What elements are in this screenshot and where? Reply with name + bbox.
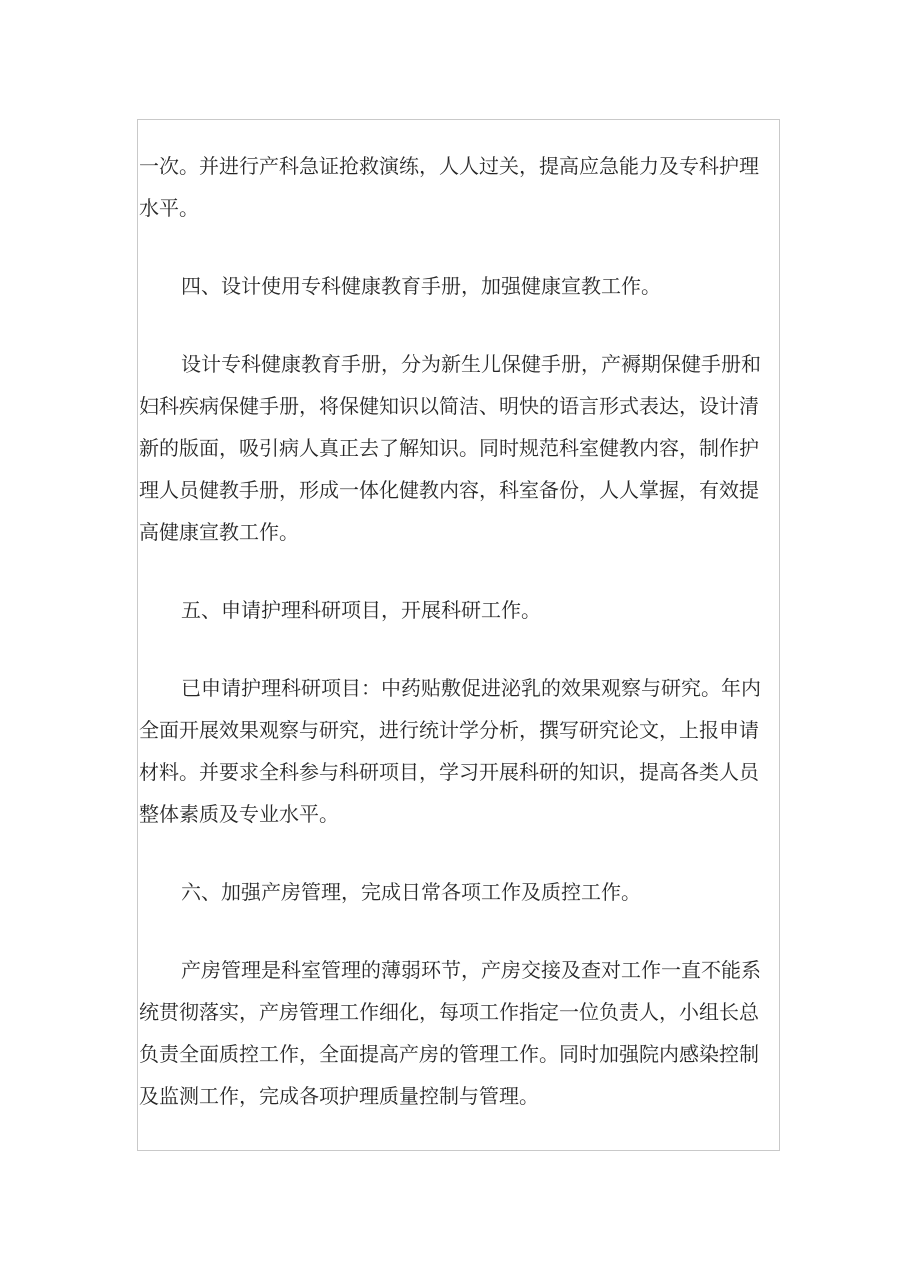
text-line: 整体素质及专业水平。: [139, 802, 339, 826]
paragraph-research-project: [139, 667, 779, 835]
heading-section-four: [139, 265, 779, 307]
heading-section-six: [139, 871, 779, 913]
text-line: 新的版面，吸引病人真正去了解知识。同时规范科室健教内容，制作护: [139, 436, 759, 460]
section-heading: 四、设计使用专科健康教育手册，加强健康宣教工作。: [181, 274, 661, 298]
text-line: 妇科疾病保健手册，将保健知识以简洁、明快的语言形式表达，设计清: [139, 394, 759, 418]
text-line: 统贯彻落实，产房管理工作细化，每项工作指定一位负责人，小组长总: [139, 1000, 759, 1024]
text-line: 水平。: [139, 196, 199, 220]
text-line: 负责全面质控工作，全面提高产房的管理工作。同时加强院内感染控制: [139, 1042, 759, 1066]
text-line: 一次。并进行产科急证抢救演练，人人过关，提高应急能力及专科护理: [139, 154, 759, 178]
text-line: 设计专科健康教育手册，分为新生儿保健手册，产褥期保健手册和: [181, 352, 761, 376]
text-line: 及监测工作，完成各项护理质量控制与管理。: [139, 1084, 539, 1108]
text-line: 产房管理是科室管理的薄弱环节，产房交接及查对工作一直不能系: [181, 958, 761, 982]
paragraph-drill-continuation: [139, 145, 779, 229]
text-line: 已申请护理科研项目：中药贴敷促进泌乳的效果观察与研究。年内: [181, 676, 761, 700]
text-line: 高健康宣教工作。: [139, 520, 299, 544]
paragraph-delivery-room: [139, 949, 779, 1117]
text-line: 全面开展效果观察与研究，进行统计学分析，撰写研究论文，上报申请: [139, 718, 759, 742]
section-heading: 六、加强产房管理，完成日常各项工作及质控工作。: [181, 880, 641, 904]
heading-section-five: [139, 589, 779, 631]
document-body: [139, 145, 779, 1117]
section-heading: 五、申请护理科研项目，开展科研工作。: [181, 598, 541, 622]
text-line: 材料。并要求全科参与科研项目，学习开展科研的知识，提高各类人员: [139, 760, 759, 784]
paragraph-health-education: [139, 343, 779, 553]
text-line: 理人员健教手册，形成一体化健教内容，科室备份，人人掌握，有效提: [139, 478, 759, 502]
